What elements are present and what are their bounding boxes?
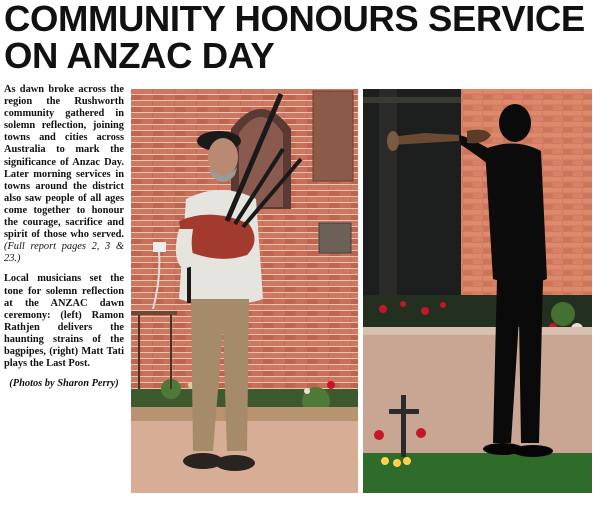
headline-line-2: ON ANZAC DAY xyxy=(4,35,275,76)
photo-caption: Local musicians set the tone for solemn reflection at the ANZAC dawn ceremony: (left) Ramon Rathjen delivers the haunting strains of the bagpipes, (right) Matt Tati plays the Last Post. xyxy=(4,273,124,370)
bagpiper-illustration xyxy=(131,89,358,493)
photo-credit: (Photos by Sharon Perry) xyxy=(9,378,119,390)
article-body: As dawn broke across the region the Rushworth community gathered in solemn reflection, joining towns and cities across Australia to mark the significance of Anzac Day. Later morning services in towns around the district also saw people of all ages come together to honour the courage, sacrifice and spirit of those who served. xyxy=(4,84,124,241)
headline-line-1: COMMUNITY HONOURS SERVICE xyxy=(4,0,585,39)
photo-bugler xyxy=(363,89,592,493)
bugler-illustration xyxy=(363,89,592,493)
article-paragraph xyxy=(4,84,124,265)
article-column xyxy=(4,84,124,398)
headline xyxy=(4,0,600,74)
photo-bagpiper xyxy=(131,89,358,493)
report-page-reference: (Full report pages 2, 3 & 23.) xyxy=(4,241,124,265)
